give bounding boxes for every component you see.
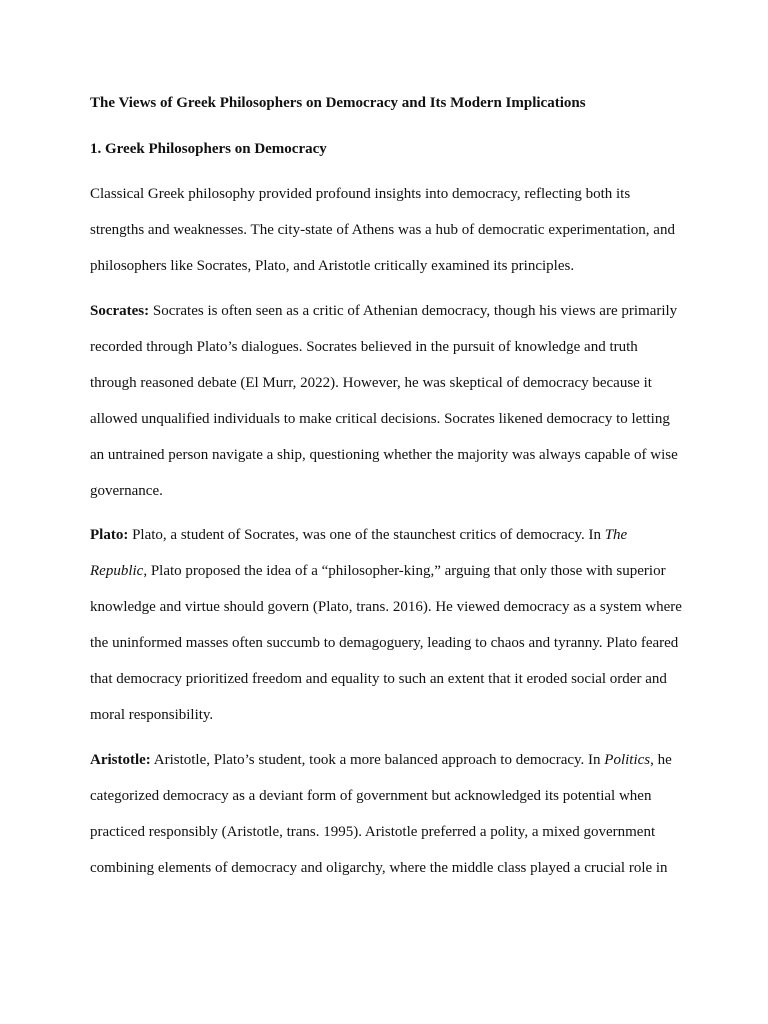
- socrates-label: Socrates:: [90, 303, 150, 319]
- aristotle-text-after: , he categorized democracy as a deviant form of government but acknowledged its potential when practiced responsibly (Aristotle, trans. 1995). Aristotle preferred a polity, a mixed government combining elements of democracy and oligarchy, where the middle class played a crucial role in: [90, 752, 672, 876]
- intro-paragraph: Classical Greek philosophy provided profound insights into democracy, reflecting both its strengths and weaknesses. The city-state of Athens was a hub of democratic experimentation, and philosophers like Socrates, Plato, and Aristotle critically examined its principles.: [90, 186, 675, 274]
- aristotle-book-title: Politics: [604, 752, 651, 768]
- socrates-paragraph: [90, 293, 684, 509]
- plato-label: Plato:: [90, 527, 129, 543]
- plato-text-before: Plato, a student of Socrates, was one of the staunchest critics of democracy. In: [128, 527, 605, 543]
- aristotle-paragraph: [90, 742, 684, 886]
- socrates-text: Socrates is often seen as a critic of Athenian democracy, though his views are primarily recorded through Plato’s dialogues. Socrates believed in the pursuit of knowledge and truth through reasoned debate (El Murr, 2022). However, he was skeptical of democracy because it allowed unqualified individuals to make critical decisions. Socrates likened democracy to letting an untrained person navigate a ship, questioning whether the majority was always capable of wise governance.: [90, 303, 678, 499]
- document-title: The Views of Greek Philosophers on Democracy and Its Modern Implications: [90, 95, 586, 111]
- aristotle-text-before: Aristotle, Plato’s student, took a more balanced approach to democracy. In: [150, 752, 605, 768]
- plato-text-after: , Plato proposed the idea of a “philosopher-king,” arguing that only those with superior knowledge and virtue should govern (Plato, trans. 2016). He viewed democracy as a system where the uninformed masses often succumb to demagoguery, leading to chaos and tyranny. Plato feared that democracy prioritized freedom and equality to such an extent that it eroded social order and moral responsibility.: [90, 563, 682, 723]
- aristotle-label: Aristotle:: [90, 752, 151, 768]
- plato-paragraph: [90, 517, 684, 733]
- section-heading: 1. Greek Philosophers on Democracy: [90, 141, 327, 157]
- plato-book-title: The Republic: [90, 527, 628, 579]
